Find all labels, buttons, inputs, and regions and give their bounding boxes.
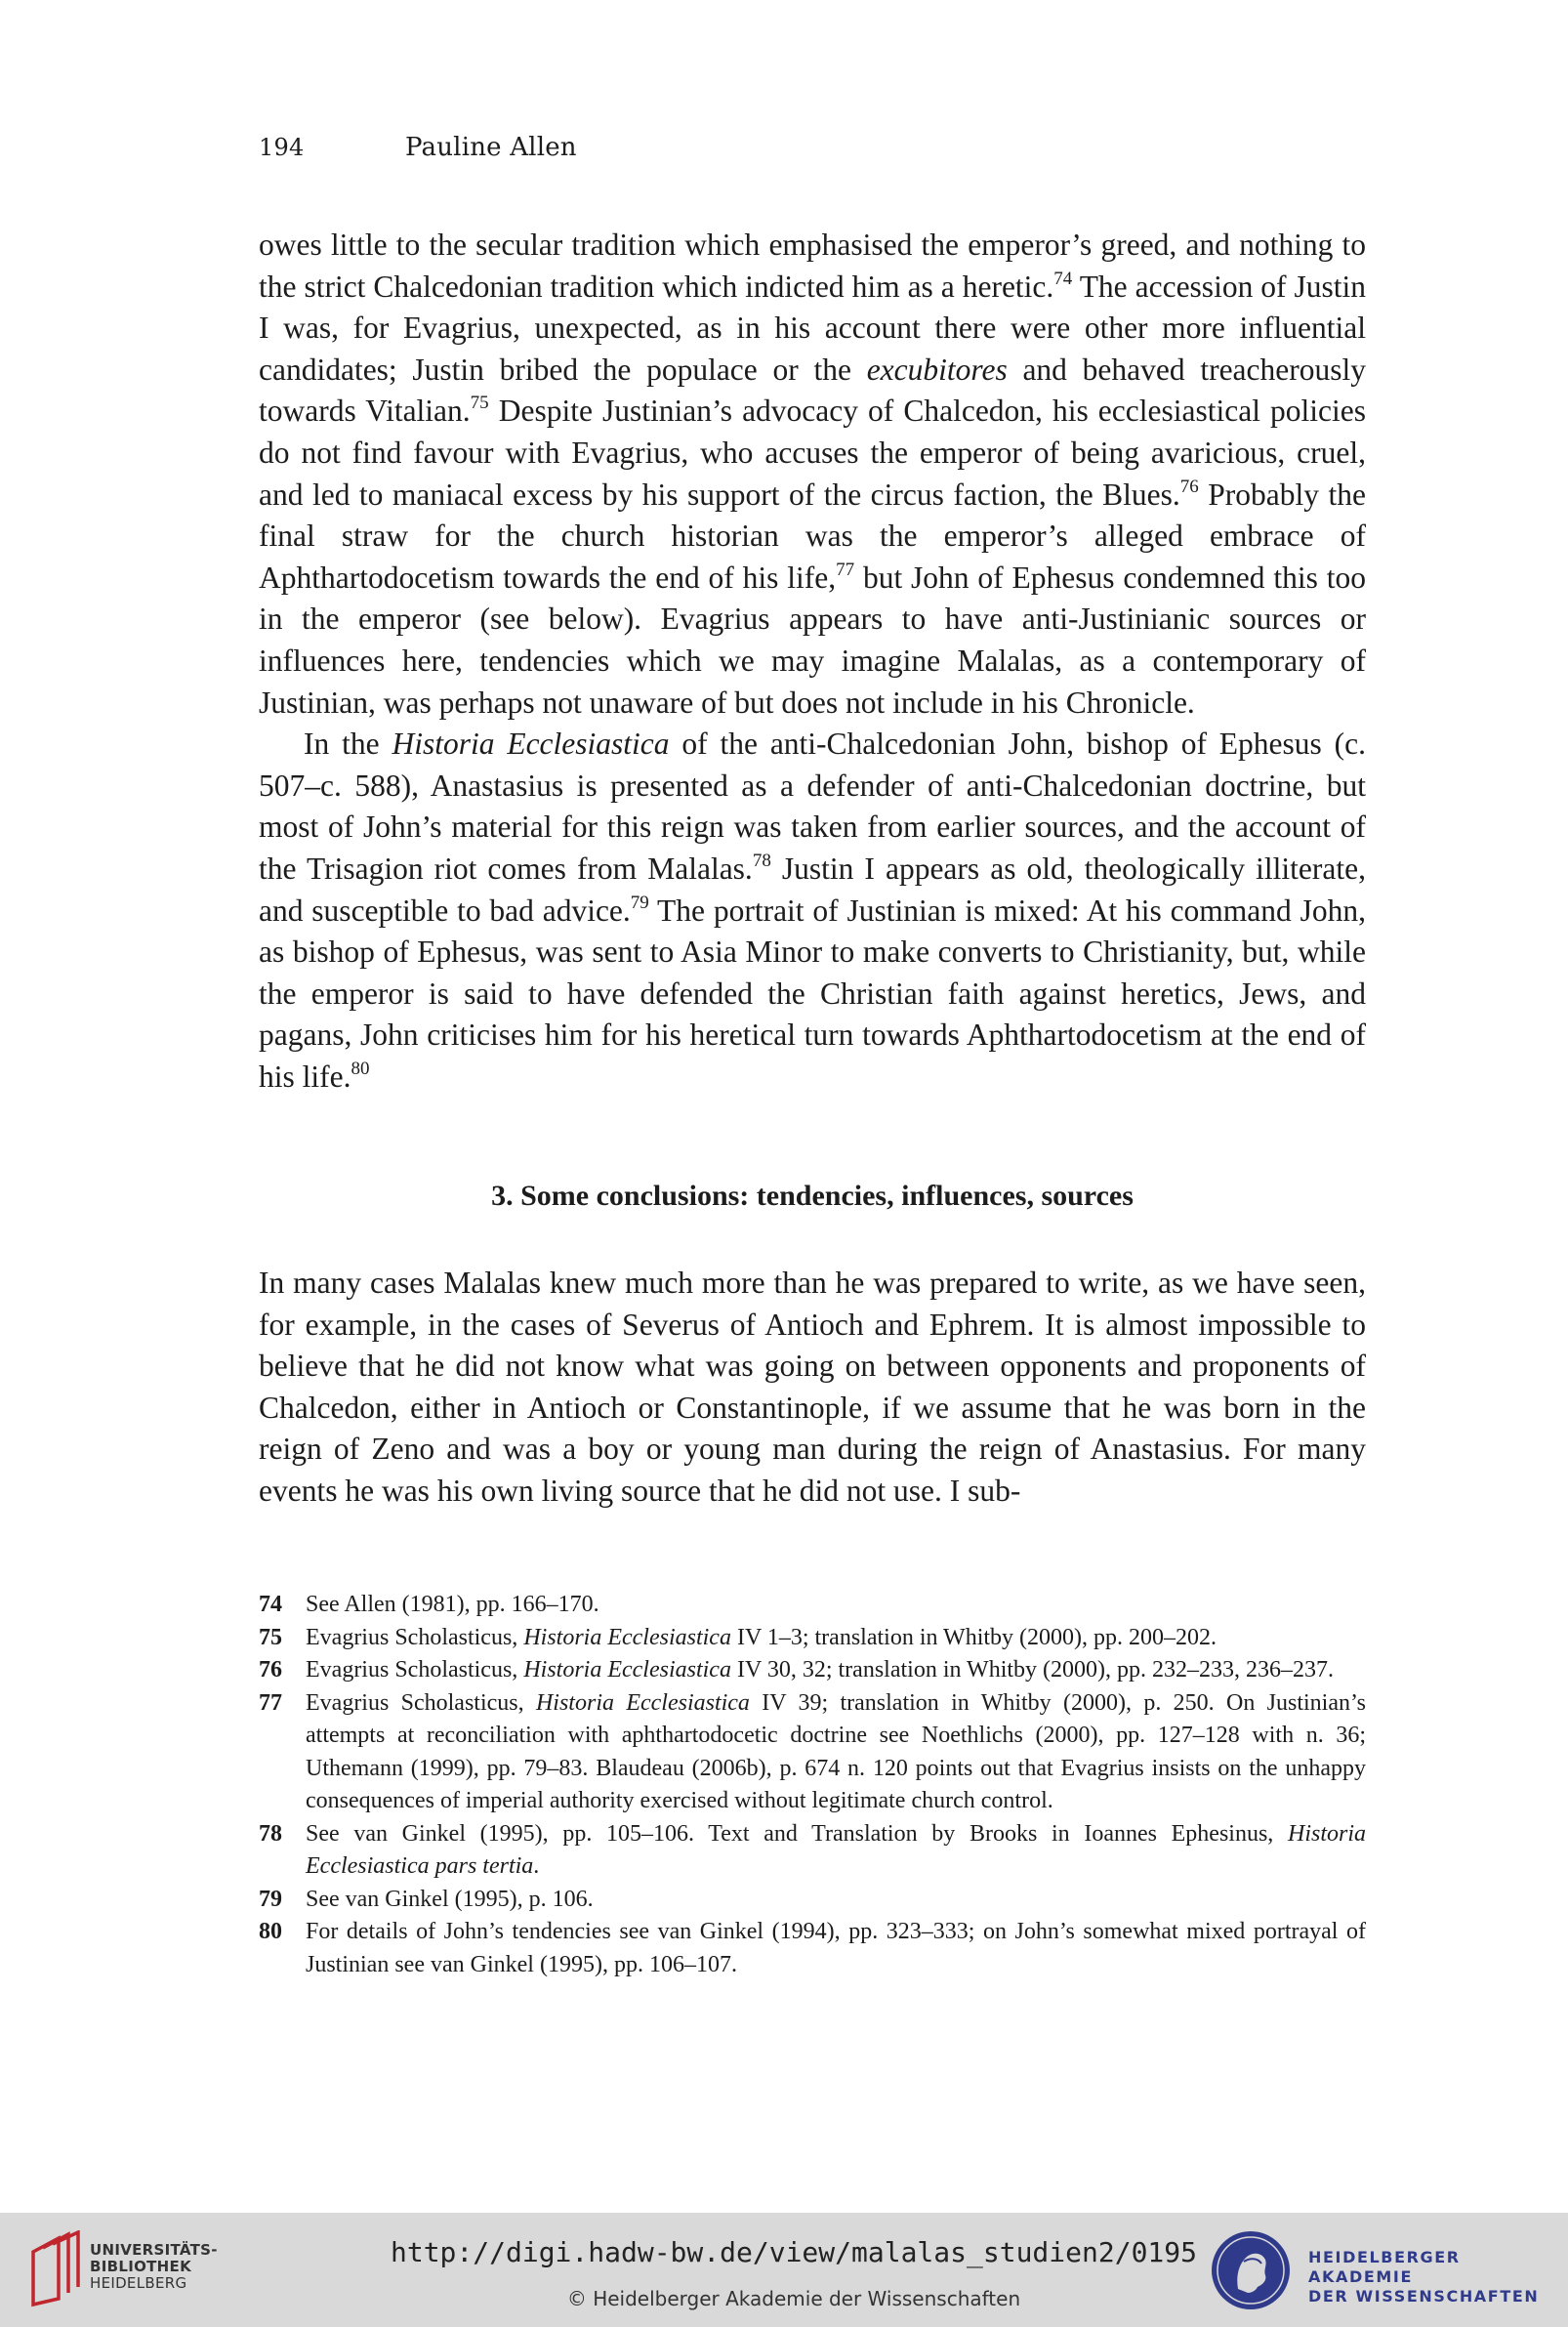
- footnote-ref: 76: [1179, 476, 1199, 497]
- text-run: .: [533, 1853, 540, 1879]
- section-heading: 3. Some conclusions: tendencies, influences, sources: [491, 1180, 1134, 1212]
- document-url-link[interactable]: http://digi.hadw-bw.de/view/malalas_studien2/0195: [390, 2236, 1197, 2268]
- footnote: [259, 1654, 1366, 1687]
- page-number: 194: [259, 134, 305, 161]
- text-run: Evagrius Scholasticus,: [306, 1689, 536, 1716]
- italic-title: excubitores: [866, 352, 1008, 387]
- footnote-ref: 75: [470, 393, 489, 414]
- footnotes: [259, 1589, 1366, 1981]
- library-name-line: HEIDELBERG: [90, 2274, 187, 2292]
- italic-title: Historia Ecclesiastica: [523, 1657, 731, 1683]
- footnote-ref: 79: [630, 892, 649, 913]
- footnote: [259, 1622, 1366, 1655]
- copyright-notice: © Heidelberger Akademie der Wissenschaften: [566, 2287, 1021, 2310]
- text-run: owes little to the secular tradition which emphasised the emperor’s greed, and nothing to the strict Chalcedonian tradition which indicted him as a heretic.: [259, 228, 1366, 304]
- footnote-number: 80: [259, 1919, 282, 1944]
- text-run: Despite Justinian’s advocacy of Chalcedon, his ecclesiastical policies do not find favour with Evagrius, who accuses the emperor of being avaricious, cruel, and led to maniacal excess by his support of the circus faction, the Blues.: [259, 394, 1366, 512]
- running-head-author: Pauline Allen: [405, 133, 577, 162]
- footnote-number: 77: [259, 1689, 282, 1716]
- text-run: For details of John’s tendencies see van Ginkel (1994), pp. 323–333; on John’s somewhat mixed portrayal of Justinian see van Ginkel (1995), pp. 106–107.: [306, 1919, 1366, 1977]
- footnote: [259, 1916, 1366, 1981]
- running-header: [259, 133, 577, 162]
- viewer-footer: [0, 2213, 1568, 2327]
- footnote-ref: 74: [1053, 268, 1073, 289]
- footnote-ref: 77: [836, 559, 855, 580]
- text-run: of the anti-Chalcedonian John, bishop of Ephesus (c. 507–c. 588), Anastasius is presented as a defender of anti-Chalcedonian doctrine, but most of John’s material for this reign was taken from earlier sources, and the account of the Trisagion riot comes from Malalas.: [259, 727, 1366, 886]
- footnote-number: 79: [259, 1886, 282, 1912]
- text-run: IV 39; translation in Whitby (2000), p. 250. On Justinian’s attempts at reconciliation with aphthartodocetic doctrine see Noethlichs (2000), pp. 127–128 with n. 36; Uthemann (1999), pp. 79–83. Blaudeau (2006b), p. 674 n. 120 points out that Evagrius insists on the unhappy consequences of imperial authority exercised without legitimate church control.: [306, 1689, 1366, 1813]
- paragraph: [259, 1263, 1366, 1513]
- body-text-lower: [259, 1263, 1366, 1513]
- footnote: [259, 1589, 1366, 1622]
- text-run: Evagrius Scholasticus,: [306, 1657, 524, 1683]
- footnote: [259, 1884, 1366, 1917]
- footnote: [259, 1687, 1366, 1818]
- text-run: but John of Ephesus condemned this too in the emperor (see below). Evagrius appears to have anti-Justinianic sources or influences here, tendencies which we may imagine Malalas, as a contemporary of Justinian, was perhaps not unaware of but does not include in his Chronicle.: [259, 560, 1366, 720]
- text-run: Evagrius Scholasticus,: [306, 1624, 524, 1650]
- text-run: See Allen (1981), pp. 166–170.: [306, 1592, 599, 1617]
- text-run: IV 1–3; translation in Whitby (2000), pp. 200–202.: [730, 1624, 1217, 1650]
- paragraph: [259, 724, 1366, 1098]
- text-run: Probably the final straw for the church historian was the emperor’s alleged embrace of Aphthartodocetism towards the end of his life,: [259, 477, 1366, 595]
- library-name-line: BIBLIOTHEK: [90, 2258, 191, 2275]
- text-run: The accession of Justin I was, for Evagrius, unexpected, as in his account there were other more influential candidates; Justin bribed the populace or the: [259, 269, 1367, 387]
- footnote: [259, 1818, 1366, 1884]
- footnote-ref: 78: [752, 850, 771, 871]
- text-run: In the: [304, 727, 392, 762]
- paragraph: [259, 225, 1366, 724]
- academy-name-line: DER WISSENSCHAFTEN: [1308, 2287, 1540, 2306]
- italic-title: Historia Ecclesiastica: [535, 1689, 750, 1716]
- footnote-ref: 80: [351, 1058, 370, 1079]
- text-run: See van Ginkel (1995), p. 106.: [306, 1886, 594, 1912]
- text-run: IV 30, 32; translation in Whitby (2000), pp. 232–233, 236–237.: [730, 1657, 1335, 1683]
- text-run: The portrait of Justinian is mixed: At his command John, as bishop of Ephesus, was sent to Asia Minor to make converts to Christianity, but, while the emperor is said to have defended the Christian faith against heretics, Jews, and pagans, John criticises him for his heretical turn towards Aphthartodocetism at the end of his life.: [259, 893, 1366, 1094]
- italic-title: Historia Ecclesiastica: [392, 727, 670, 762]
- footnote-number: 75: [259, 1624, 282, 1650]
- text-run: In many cases Malalas knew much more than he was prepared to write, as we have seen, for example, in the cases of Severus of Antioch and Ephrem. It is almost impossible to believe that he did not know what was going on between opponents and proponents of Chalcedon, either in Antioch or Constantinople, if we assume that he was born in the reign of Zeno and was a boy or young man during the reign of Anastasius. For many events he was his own living source that he did not use. I sub-: [259, 1266, 1366, 1508]
- footnote-number: 76: [259, 1657, 282, 1683]
- body-text-upper: [259, 225, 1366, 1098]
- text-run: and behaved treacherously towards Vitalian.: [259, 352, 1366, 429]
- library-name-line: UNIVERSITÄTS-: [90, 2241, 218, 2259]
- academy-name-line: HEIDELBERGER AKADEMIE: [1308, 2248, 1461, 2286]
- text-run: See van Ginkel (1995), pp. 105–106. Text and Translation by Brooks in Ioannes Ephesinus,: [306, 1820, 1288, 1847]
- academy-seal-icon: [1209, 2228, 1293, 2312]
- italic-title: Historia Ecclesiastica: [523, 1624, 731, 1650]
- text-run: Justin I appears as old, theologically illiterate, and susceptible to bad advice.: [259, 851, 1366, 928]
- academy-name: [1308, 2248, 1568, 2306]
- italic-title: Historia Ecclesiastica pars tertia: [306, 1820, 1366, 1879]
- footnote-number: 78: [259, 1820, 282, 1847]
- footnote-number: 74: [259, 1592, 282, 1617]
